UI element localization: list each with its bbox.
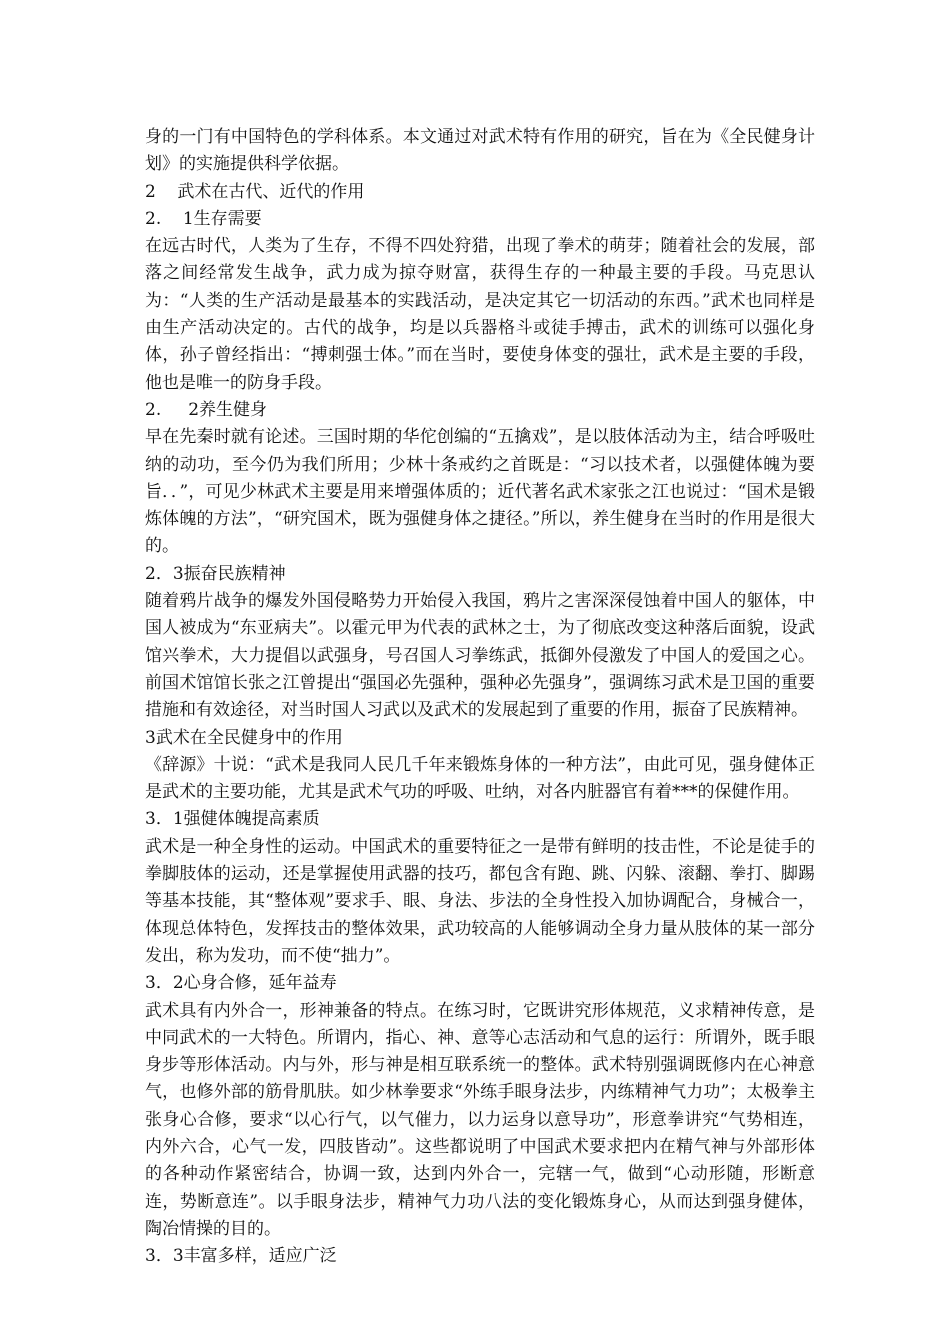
subsection-heading-3-3: 3．3丰富多样，适应广泛 [145, 1246, 337, 1267]
paragraph-mind-body: 武术具有内外合一，形神兼备的特点。在练习时，它既讲究形体规范，义求精神传意，是中同武术的一大特色。所谓内，指心、神、意等心志活动和气息的运行：所谓外，既手眼身步等形体活动。内与外，形与神是相互联系统一的整体。武术特别强调既修内在心神意气，也修外部的筋骨肌肤。如少林拳要求“外练手眼身法步，内练精神气力功”；太极拳主张身心合修，要求“以心行气，以气催力，以力运身以意导功”，形意拳讲究“气势相连，内外六合，心气一发，四肢皆动”。这些都说明了中国武术要求把内在精气神与外部形体的各种动作紧密结合，协调一致，达到内外合一，完辖一气，做到“心动形随，形断意连，势断意连”。以手眼身法步，精神气力功八法的变化锻炼身心，从而达到强身健体，陶冶情操的目的。 [145, 1000, 815, 1239]
section-heading-2: 2 武术在古代、近代的作用 [145, 181, 365, 202]
paragraph-intro: 身的一门有中国特色的学科体系。本文通过对武术特有作用的研究，旨在为《全民健身计划》的实施提供科学依据。 [145, 127, 815, 175]
subsection-heading-3-2: 3．2心身合修，延年益寿 [145, 973, 337, 994]
document-page [145, 124, 815, 1270]
paragraph-survival: 在远古时代，人类为了生存，不得不四处狩猎，出现了拳术的萌芽；随着社会的发展，部落之间经常发生战争，武力成为掠夺财富，获得生存的一种最主要的手段。马克思认为：“人类的生产活动是最基本的实践活动，是决定其它一切活动的东西。”武术也同样是由生产活动决定的。古代的战争，均是以兵器格斗或徒手搏击，武术的训练可以强化身体，孙子曾经指出：“搏刺强士体。”而在当时，要使身体变的强壮，武术是主要的手段，他也是唯一的防身手段。 [145, 236, 815, 393]
subsection-heading-2-2: 2. 2养生健身 [145, 399, 268, 420]
section-heading-3: 3武术在全民健身中的作用 [145, 727, 343, 748]
subsection-heading-3-1: 3．1强健体魄提高素质 [145, 809, 320, 830]
paragraph-fitness: 武术是一种全身性的运动。中国武术的重要特征之一是带有鲜明的技击性，不论是徒手的拳脚肢体的运动，还是掌握使用武器的技巧，都包含有跑、跳、闪躲、滚翻、拳打、脚踢等基本技能，其“整体观”要求手、眼、身法、步法的全身性投入加协调配合，身械合一，体现总体特色，发挥技击的整体效果，武功较高的人能够调动全身力量从肢体的某一部分发出，称为发功，而不使“拙力”。 [145, 836, 815, 966]
subsection-heading-2-1: 2. 1生存需要 [145, 208, 262, 229]
paragraph-ciyuan: 《辞源》十说：“武术是我同人民几千年来锻炼身体的一种方法”，由此可见，强身健体正是武术的主要功能，尤其是武术气功的呼吸、吐纳，对各内脏器官有着***的保健作用。 [145, 754, 815, 803]
paragraph-national-spirit: 随着鸦片战争的爆发外国侵略势力开始侵入我国，鸦片之害深深侵蚀着中国人的躯体，中国人被成为“东亚病夫”。以霍元甲为代表的武林之士，为了彻底改变这种落后面貌，设武馆兴拳术，大力提倡以武强身，号召国人习拳练武，抵御外侵激发了中国人的爱国之心。前国术馆馆长张之江曾提出“强国必先强种，强种必先强身”，强调练习武术是卫国的重要措施和有效途径，对当时国人习武以及武术的发展起到了重要的作用，振奋了民族精神。 [145, 591, 815, 721]
paragraph-health: 早在先秦时就有论述。三国时期的华佗创编的“五擒戏”，是以肢体活动为主，结合呼吸吐纳的动功，至今仍为我们所用；少林十条戒约之首既是：“习以技术者，以强健体魄为要旨．．”，可见少林武术主要是用来增强体质的；近代著名武术家张之江也说过：“国术是锻炼体魄的方法”，“研究国术，既为强健身体之捷径。”所以，养生健身在当时的作用是很大的。 [145, 427, 815, 557]
subsection-heading-2-3: 2．3振奋民族精神 [145, 563, 286, 584]
